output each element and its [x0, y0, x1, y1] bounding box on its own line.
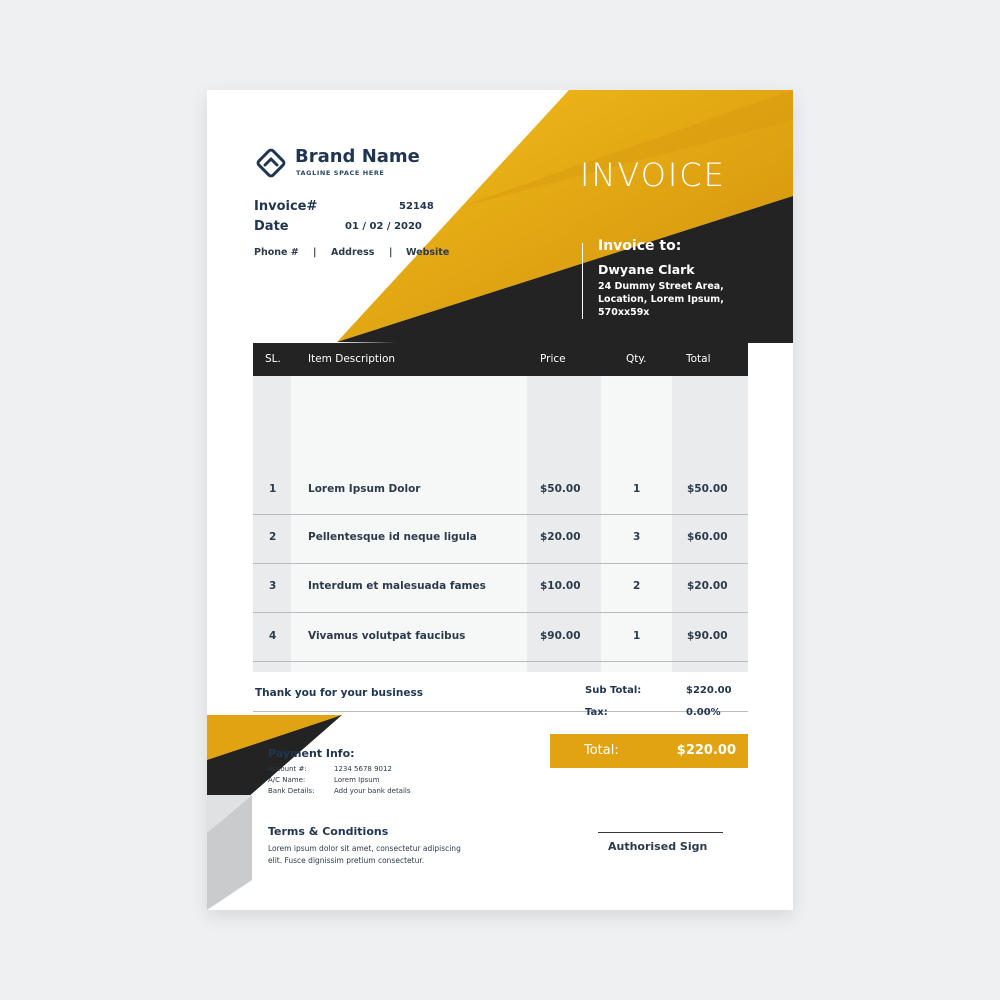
bill-to-address-line: Location, Lorem Ipsum,: [598, 294, 724, 305]
subtotal-value: $220.00: [686, 685, 732, 696]
cell-qty: 1: [633, 630, 641, 642]
invoice-number-label: Invoice#: [254, 199, 318, 214]
payment-heading: Payment Info:: [268, 747, 355, 760]
header-total: Total: [686, 353, 711, 365]
bill-to-address-line: 570xx59x: [598, 307, 650, 318]
column-band: [291, 376, 527, 672]
brand-logo-icon: [254, 146, 288, 180]
cell-price: $50.00: [540, 483, 581, 495]
table-header: [253, 343, 748, 376]
terms-line: Lorem ipsum dolor sit amet, consectetur adipiscing: [268, 844, 461, 853]
terms-line: elit. Fusce dignissim pretium consectetur.: [268, 856, 425, 865]
row-divider: [253, 661, 748, 662]
cell-sl: 3: [269, 580, 277, 592]
header-price: Price: [540, 353, 566, 365]
contact-separator: |: [389, 247, 393, 258]
cell-total: $20.00: [687, 580, 728, 592]
header-sl: SL.: [265, 353, 281, 365]
cell-qty: 3: [633, 531, 641, 543]
invoice-title: INVOICE: [580, 156, 726, 194]
cell-description: Lorem Ipsum Dolor: [308, 483, 421, 495]
contact-phone: Phone #: [254, 247, 299, 258]
row-divider: [253, 711, 748, 712]
column-band: [672, 376, 748, 672]
header-qty: Qty.: [626, 353, 647, 365]
contact-website: Website: [406, 247, 450, 258]
bill-to-heading: Invoice to:: [598, 238, 682, 254]
signature-line: [598, 832, 723, 833]
tax-value: 0.00%: [686, 707, 721, 718]
thank-you-note: Thank you for your business: [255, 687, 423, 699]
terms-heading: Terms & Conditions: [268, 825, 389, 838]
brand-name: Brand Name: [295, 146, 420, 167]
contact-address: Address: [331, 247, 375, 258]
signature-label: Authorised Sign: [608, 840, 708, 853]
total-value: $220.00: [676, 743, 736, 758]
bill-to-divider: [582, 243, 583, 319]
row-divider: [253, 612, 748, 613]
row-divider: [253, 514, 748, 515]
brand-tagline: TAGLINE SPACE HERE: [296, 169, 385, 177]
account-label: Account #:: [268, 765, 307, 773]
invoice-number: 52148: [399, 201, 434, 212]
total-label: Total:: [584, 743, 619, 758]
cell-total: $90.00: [687, 630, 728, 642]
bill-to-address-line: 24 Dummy Street Area,: [598, 281, 724, 292]
contact-separator: |: [313, 247, 317, 258]
column-band: [527, 376, 601, 672]
cell-price: $20.00: [540, 531, 581, 543]
date-label: Date: [254, 219, 289, 234]
column-band: [601, 376, 672, 672]
bill-to-name: Dwyane Clark: [598, 262, 695, 277]
cell-description: Vivamus volutpat faucibus: [308, 630, 466, 642]
cell-sl: 2: [269, 531, 277, 543]
grand-total-bar: [550, 734, 748, 768]
cell-qty: 1: [633, 483, 641, 495]
cell-total: $60.00: [687, 531, 728, 543]
cell-total: $50.00: [687, 483, 728, 495]
cell-description: Pellentesque id neque ligula: [308, 531, 477, 543]
items-table: [253, 343, 748, 672]
row-divider: [253, 563, 748, 564]
bank-value: Add your bank details: [334, 787, 411, 795]
footer-decoration: [207, 715, 347, 910]
cell-price: $10.00: [540, 580, 581, 592]
ac-name-label: A/C Name:: [268, 776, 306, 784]
invoice-date: 01 / 02 / 2020: [345, 221, 422, 232]
cell-sl: 1: [269, 483, 277, 495]
cell-price: $90.00: [540, 630, 581, 642]
cell-sl: 4: [269, 630, 277, 642]
ac-name-value: Lorem Ipsum: [334, 776, 380, 784]
column-band: [253, 376, 291, 672]
tax-label: Tax:: [585, 707, 608, 718]
header-decoration: [207, 90, 793, 350]
cell-description: Interdum et malesuada fames: [308, 580, 486, 592]
header-description: Item Description: [308, 353, 396, 365]
bank-label: Bank Details:: [268, 787, 315, 795]
cell-qty: 2: [633, 580, 641, 592]
subtotal-label: Sub Total:: [585, 685, 642, 696]
account-value: 1234 5678 9012: [334, 765, 392, 773]
invoice-sheet: [207, 90, 793, 910]
